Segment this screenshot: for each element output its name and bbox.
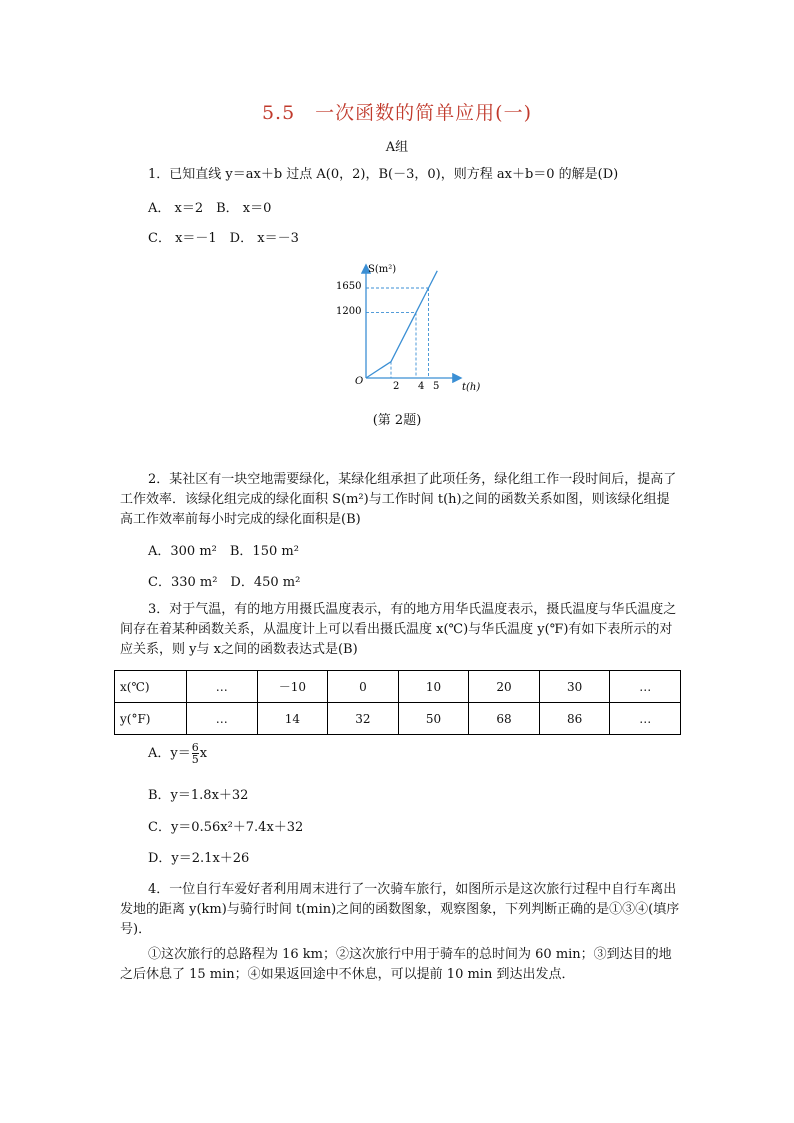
question-1-options-ab: A． x＝2 B． x＝0 bbox=[148, 201, 272, 216]
table-cell: 20 bbox=[469, 671, 540, 703]
x-tick-5: 5 bbox=[433, 381, 440, 392]
table-cell: 50 bbox=[398, 703, 469, 735]
question-3-option-c: C．y＝0.56x²＋7.4x＋32 bbox=[148, 820, 304, 835]
fraction-denominator: 5 bbox=[191, 753, 199, 766]
fraction-numerator: 6 bbox=[191, 741, 199, 754]
table-cell: 14 bbox=[257, 703, 328, 735]
table-cell: 32 bbox=[328, 703, 399, 735]
table-cell: 68 bbox=[469, 703, 540, 735]
origin-label: O bbox=[355, 376, 364, 387]
area-time-line bbox=[366, 271, 437, 378]
question-2-options-ab: A．300 m² B．150 m² bbox=[148, 544, 299, 559]
x-tick-2: 2 bbox=[393, 381, 400, 392]
question-3-option-d: D．y＝2.1x＋26 bbox=[148, 851, 250, 866]
question-3-stem: 3．对于气温，有的地方用摄氏温度表示，有的地方用华氏温度表示，摄氏温度与华氏温度之间存在着某种函数关系，从温度计上可以看出摄氏温度 x(℃)与华氏温度 y(℉)有如下表所示的对应关系，则 y与 x之间的函数表达式是(B) bbox=[120, 602, 677, 657]
question-2-figure bbox=[330, 258, 490, 398]
figure-caption: (第 2题) bbox=[372, 413, 422, 428]
table-cell: x(℃) bbox=[115, 671, 187, 703]
table-cell: 0 bbox=[328, 671, 399, 703]
table-row bbox=[115, 671, 681, 703]
x-tick-4: 4 bbox=[418, 381, 425, 392]
table-cell: －10 bbox=[257, 671, 328, 703]
option-a-suffix: x bbox=[199, 746, 208, 761]
table-cell: 86 bbox=[539, 703, 610, 735]
y-axis-label: S(m²) bbox=[368, 264, 397, 275]
y-tick-1650: 1650 bbox=[336, 281, 362, 292]
table-cell: 10 bbox=[398, 671, 469, 703]
question-4-statements: ①这次旅行的总路程为 16 km；②这次旅行中用于骑车的总时间为 60 min；③到达目的地之后休息了 15 min；④如果返回途中不休息，可以提前 10 min 到达出发点． bbox=[120, 947, 672, 982]
question-3-option-b: B．y＝1.8x＋32 bbox=[148, 788, 249, 803]
question-3-option-a bbox=[148, 742, 207, 765]
table-cell: … bbox=[187, 703, 258, 735]
temperature-table bbox=[114, 670, 681, 735]
question-2-options-cd: C．330 m² D．450 m² bbox=[148, 575, 301, 590]
table-cell: … bbox=[610, 703, 681, 735]
table-cell: … bbox=[610, 671, 681, 703]
question-4-stem: 4．一位自行车爱好者利用周末进行了一次骑车旅行，如图所示是这次旅行过程中自行车离出发地的距离 y(km)与骑行时间 t(min)之间的函数图象，观察图象，下列判断正确的是①③④(填序号)． bbox=[120, 882, 680, 937]
group-heading: A组 bbox=[385, 140, 409, 155]
question-1-options-cd: C． x＝－1 D． x＝－3 bbox=[148, 231, 299, 246]
table-cell: … bbox=[187, 671, 258, 703]
question-1-stem: 1．已知直线 y＝ax＋b 过点 A(0，2)，B(－3，0)，则方程 ax＋b＝0 的解是(D) bbox=[148, 167, 619, 182]
page-title: 5.5 一次函数的简单应用(一) bbox=[261, 102, 533, 124]
question-2-stem: 2．某社区有一块空地需要绿化，某绿化组承担了此项任务，绿化组工作一段时间后，提高了工作效率．该绿化组完成的绿化面积 S(m²)与工作时间 t(h)之间的函数关系如图，则该绿化组提高工作效率前每小时完成的绿化面积是(B) bbox=[120, 472, 677, 527]
option-a-prefix: A．y＝ bbox=[148, 746, 191, 761]
x-axis-label: t(h) bbox=[462, 382, 481, 393]
table-row bbox=[115, 703, 681, 735]
table-cell: 30 bbox=[539, 671, 610, 703]
table-cell: y(°F) bbox=[115, 703, 187, 735]
fraction bbox=[192, 742, 199, 765]
y-tick-1200: 1200 bbox=[336, 306, 362, 317]
